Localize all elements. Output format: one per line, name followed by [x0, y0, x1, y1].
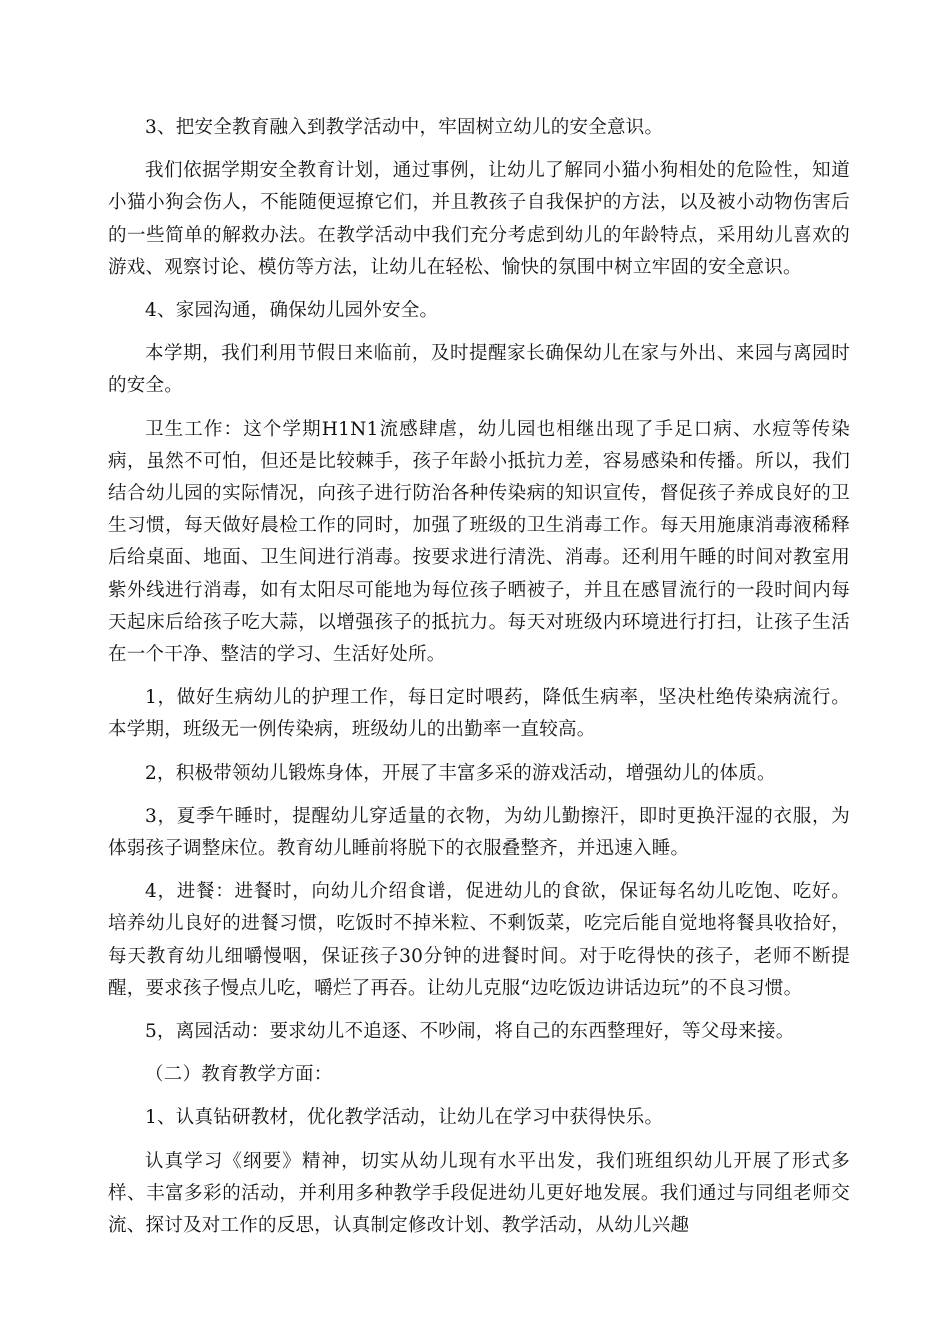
- paragraph-curriculum-heading: 1、认真钻研教材，优化教学活动，让幼儿在学习中获得快乐。: [145, 1107, 664, 1129]
- paragraph-home-school-body: 本学期，我们利用节假日来临前，及时提醒家长确保幼儿在家与外出、来园与离园时的安全。: [108, 343, 850, 397]
- paragraph-hygiene-work: 卫生工作：这个学期H1N1流感肆虐，幼儿园也相继出现了手足口病、水痘等传染病，虽然不可怕，但还是比较棘手，孩子年龄小抵抗力差，容易感染和传播。所以，我们结合幼儿园的实际情况，向孩子进行防治各种传染病的知识宣传，督促孩子养成良好的卫生习惯，每天做好晨检工作的同时，加强了班级的卫生消毒工作。每天用施康消毒液稀释后给桌面、地面、卫生间进行消毒。按要求进行清洗、消毒。还利用午睡的时间对教室用紫外线进行消毒，如有太阳尽可能地为每位孩子晒被子，并且在感冒流行的一段时间内每天起床后给孩子吃大蒜，以增强孩子的抵抗力。每天对班级内环境进行打扫，让孩子生活在一个干净、整洁的学习、生活好处所。: [108, 418, 850, 666]
- paragraph-home-school-heading: 4、家园沟通，确保幼儿园外安全。: [145, 300, 439, 322]
- paragraph-meals: 4，进餐：进餐时，向幼儿介绍食谱，促进幼儿的食欲，保证每名幼儿吃饱、吃好。培养幼儿良好的进餐习惯，吃饭时不掉米粒、不剩饭菜，吃完后能自觉地将餐具收拾好，每天教育幼儿细嚼慢咽，保证孩子30分钟的进餐时间。对于吃得快的孩子，老师不断提醒，要求孩子慢点儿吃，嚼烂了再吞。让幼儿克服“边吃饭边讲话边玩”的不良习惯。: [108, 881, 850, 999]
- paragraph-safety-education-heading: 3、把安全教育融入到教学活动中，牢固树立幼儿的安全意识。: [145, 117, 664, 138]
- paragraph-exercise: 2，积极带领幼儿锻炼身体，开展了丰富多采的游戏活动，增强幼儿的体质。: [145, 762, 776, 784]
- paragraph-nap-time: 3，夏季午睡时，提醒幼儿穿适量的衣物，为幼儿勤擦汗，即时更换汗湿的衣服，为体弱孩子调整床位。教育幼儿睡前将脱下的衣服叠整齐，并迅速入睡。: [108, 805, 850, 860]
- paragraph-curriculum-body: 认真学习《纲要》精神，切实从幼儿现有水平出发，我们班组织幼儿开展了形式多样、丰富多彩的活动，并利用多种教学手段促进幼儿更好地发展。我们通过与同组老师交流、探讨及对工作的反思，认真制定修改计划、教学活动，从幼儿兴趣: [108, 1150, 850, 1237]
- document-body: [108, 112, 850, 1253]
- section-heading-education-teaching: （二）教育教学方面：: [145, 1064, 333, 1086]
- paragraph-departure: 5，离园活动：要求幼儿不追逐、不吵闹，将自己的东西整理好，等父母来接。: [145, 1021, 795, 1043]
- paragraph-sick-care: 1，做好生病幼儿的护理工作，每日定时喂药，降低生病率，坚决杜绝传染病流行。本学期，班级无一例传染病，班级幼儿的出勤率一直较高。: [108, 687, 850, 741]
- paragraph-safety-education-body: 我们依据学期安全教育计划，通过事例，让幼儿了解同小猫小狗相处的危险性，知道小猫小狗会伤人，不能随便逗撩它们，并且教孩子自我保护的方法，以及被小动物伤害后的一些简单的解救办法。在教学活动中我们充分考虑到幼儿的年龄特点，采用幼儿喜欢的游戏、观察讨论、模仿等方法，让幼儿在轻松、愉快的氛围中树立牢固的安全意识。: [108, 160, 850, 278]
